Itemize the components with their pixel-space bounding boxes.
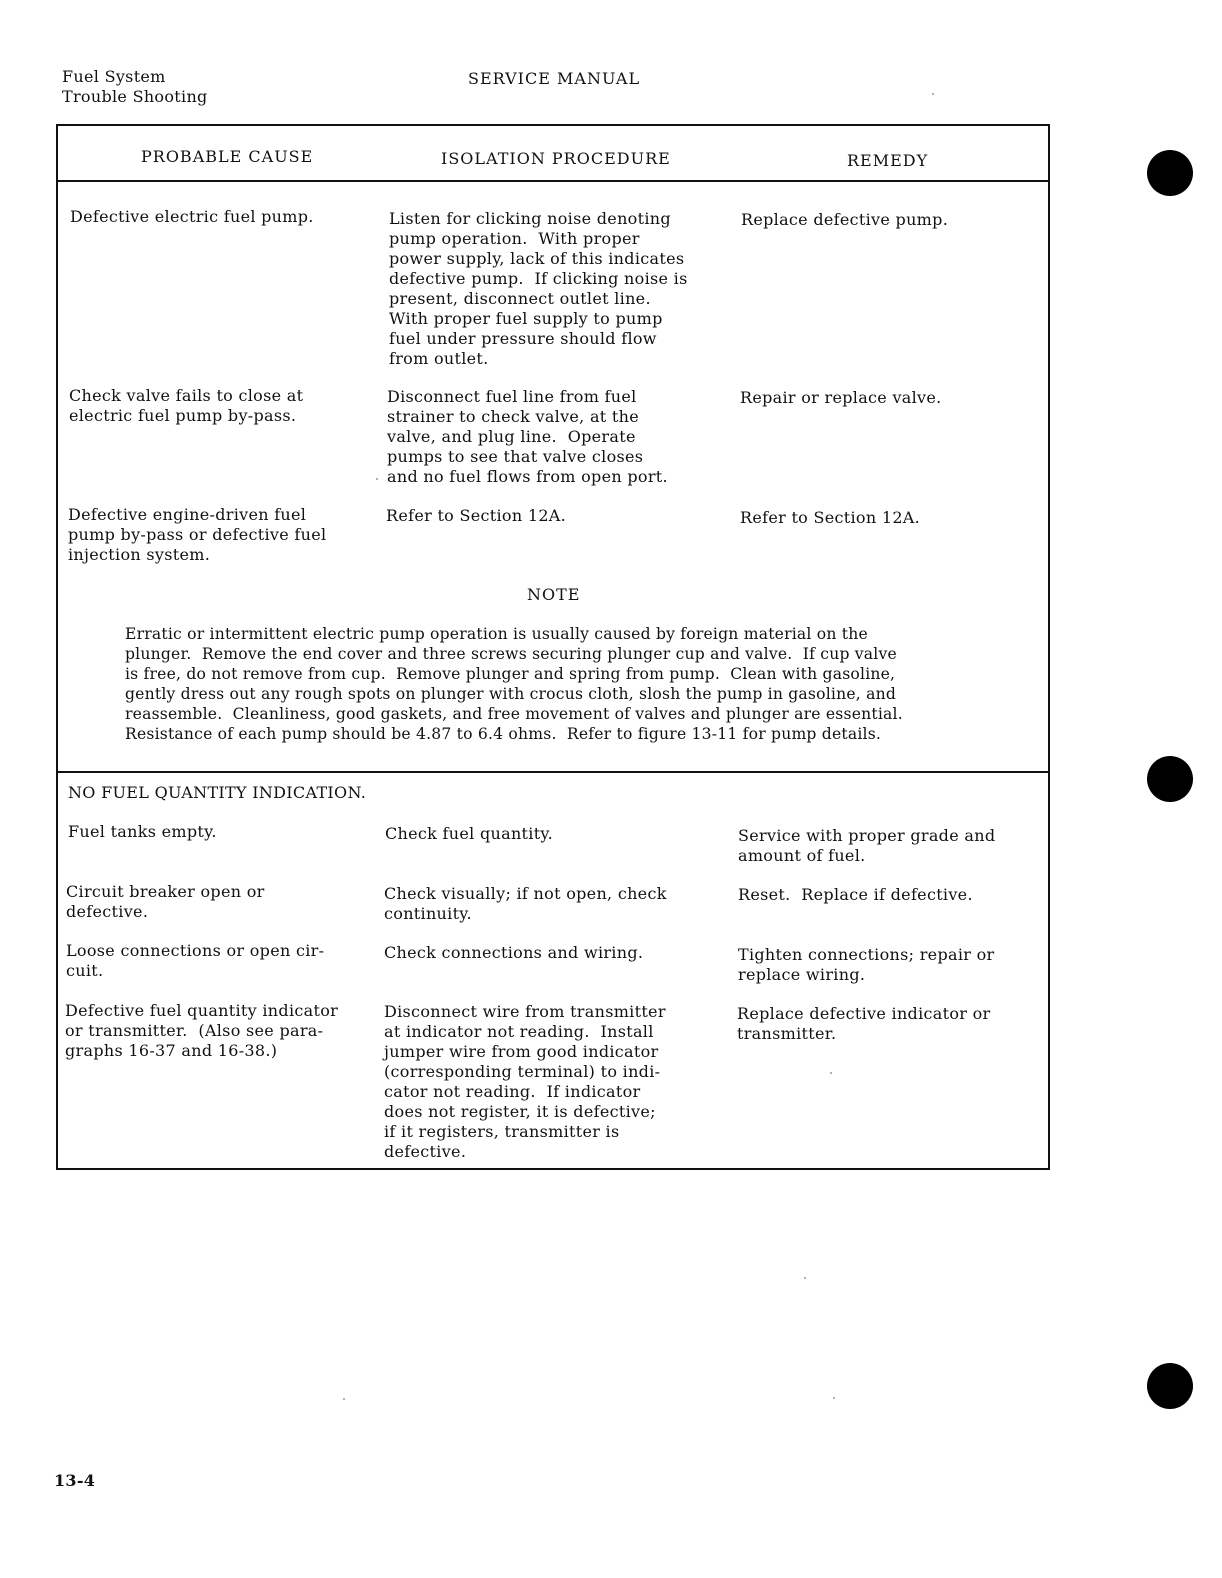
row1-procedure: Listen for clicking noise denoting pump operation. With proper power supply, lack of this indicates defective pump. If clicking noise is present, disconnect outlet line. With proper fuel supply to pump fuel under pressure should flow from outlet. (389, 209, 688, 368)
s2-row3-procedure: Check connections and wiring. (384, 943, 644, 962)
row3-cause: Defective engine-driven fuel pump by-pass or defective fuel injection system. (68, 505, 327, 564)
scan-speck (830, 1072, 832, 1074)
binder-hole-icon (1147, 150, 1193, 196)
s2-row3-cause: Loose connections or open cir- cuit. (66, 941, 325, 980)
row2-cause: Check valve fails to close at electric fuel pump by-pass. (69, 386, 304, 425)
scan-speck (932, 93, 934, 95)
column-header-probable-cause: PROBABLE CAUSE (141, 147, 314, 166)
section-title-line1: Fuel System (62, 67, 166, 86)
section-title-line2: Trouble Shooting (62, 87, 208, 106)
s2-row2-cause: Circuit breaker open or defective. (66, 882, 265, 921)
scan-speck (804, 1277, 806, 1279)
row1-cause: Defective electric fuel pump. (70, 207, 314, 226)
note-text: Erratic or intermittent electric pump operation is usually caused by foreign material on the plunger. Remove the end cover and three screws securing plunger cup and valve. If cup valve is free, do not remove from cup. Remove plunger and spring from pump. Clean with gasoline, gently dress out any rough spots on plunger with crocus cloth, slosh the pump in gasoline, and reassemble. Cleanliness, good gaskets, and free movement of valves and plunger are essential. Resistance of each pump should be 4.87 to 6.4 ohms. Refer to figure 13-11 for pump details. (125, 625, 903, 743)
s2-row1-cause: Fuel tanks empty. (68, 822, 217, 841)
binder-hole-icon (1147, 756, 1193, 802)
header-rule (56, 180, 1050, 182)
s2-row1-procedure: Check fuel quantity. (385, 824, 554, 843)
column-header-remedy: REMEDY (847, 151, 929, 170)
scan-speck (376, 478, 378, 480)
note-title: NOTE (527, 585, 581, 604)
row2-procedure: Disconnect fuel line from fuel strainer to check valve, at the valve, and plug line. Operate pumps to see that valve closes and no fuel flows from open port. (387, 387, 668, 486)
column-header-isolation-procedure: ISOLATION PROCEDURE (441, 149, 671, 168)
page-number: 13-4 (54, 1471, 96, 1490)
s2-row3-remedy: Tighten connections; repair or replace wiring. (738, 945, 995, 984)
scan-speck (833, 1397, 835, 1399)
row3-procedure: Refer to Section 12A. (386, 506, 567, 525)
s2-row4-cause: Defective fuel quantity indicator or transmitter. (Also see para- graphs 16-37 and 16-38.) (65, 1001, 339, 1060)
section2-title: NO FUEL QUANTITY INDICATION. (68, 783, 367, 802)
scan-speck (343, 1398, 345, 1400)
row1-remedy: Replace defective pump. (741, 210, 949, 229)
manual-title: SERVICE MANUAL (468, 69, 641, 88)
row2-remedy: Repair or replace valve. (740, 388, 942, 407)
section-divider (56, 771, 1050, 773)
binder-hole-icon (1147, 1363, 1193, 1409)
s2-row2-procedure: Check visually; if not open, check continuity. (384, 884, 667, 923)
s2-row4-procedure: Disconnect wire from transmitter at indicator not reading. Install jumper wire from good indicator (corresponding terminal) to indi- cator not reading. If indicator does not register, it is defective; if it registers, transmitter is defective. (384, 1002, 666, 1161)
row3-remedy: Refer to Section 12A. (740, 508, 921, 527)
s2-row2-remedy: Reset. Replace if defective. (738, 885, 973, 904)
s2-row4-remedy: Replace defective indicator or transmitter. (737, 1004, 991, 1043)
s2-row1-remedy: Service with proper grade and amount of fuel. (738, 826, 996, 865)
